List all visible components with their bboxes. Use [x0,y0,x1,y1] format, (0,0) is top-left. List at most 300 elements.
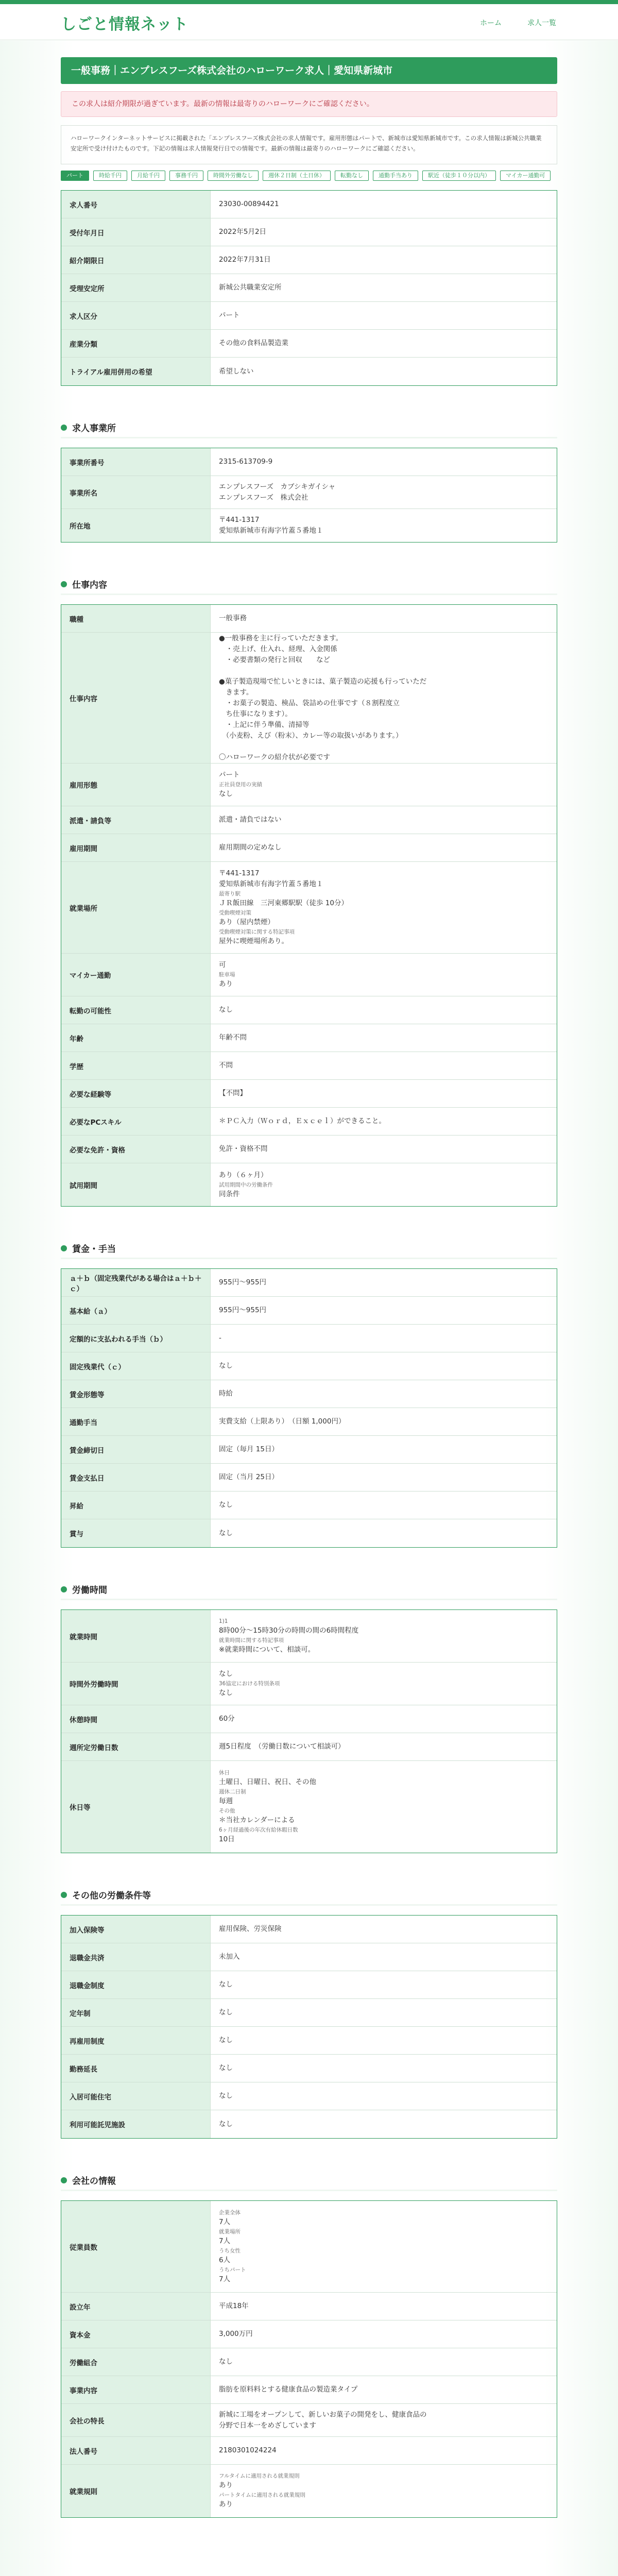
value-line: 23030-00894421 [219,200,279,208]
row-label: 所在地 [61,509,211,542]
value-line: 試用期間中の労働条件 [219,1181,273,1188]
table-row [61,2320,557,2348]
table-row [61,1971,557,1999]
value-line: 7人 [219,2275,231,2283]
value-line: あり [219,2500,233,2509]
row-label: 退職金制度 [61,1971,211,1998]
table-row [61,2376,557,2404]
value-line: 8時00分〜15時30分の時間の間の6時間程度 [219,1626,359,1635]
row-label: 求人区分 [61,302,211,329]
value-line: ・必要書類の発行と回収 など [219,655,330,664]
table-row [61,1943,557,1971]
row-value [211,2404,557,2436]
row-label: 求人番号 [61,191,211,218]
value-line: ・お菓子の製造、検品、袋詰めの仕事です（８割程度立 [219,699,400,707]
value-line: 就業場所 [219,2228,241,2235]
feature-tag[interactable]: パート [61,171,89,181]
row-value [211,1325,557,1352]
row-value [211,1916,557,1943]
value-line: 脂肪を原料料とする健康食品の製造業タイプ [219,2385,358,2394]
value-line: 3,000万円 [219,2330,253,2338]
row-value [211,1436,557,1463]
value-line: 固定（毎月 15日） [219,1445,279,1453]
row-label: 必要なPCスキル [61,1108,211,1135]
value-line: 希望しない [219,367,254,376]
value-line: ＪＲ飯田線 三河東郷駅駅（徒歩 10分） [219,899,348,907]
value-line: 未加入 [219,1953,240,1961]
row-value [211,476,557,509]
row-value [211,1761,557,1853]
value-line: 7人 [219,2217,231,2226]
feature-tag[interactable]: 駅近（徒歩１０分以内） [422,171,496,181]
section-heading [61,1885,557,1906]
value-line: 2022年7月31日 [219,256,271,264]
table-row [61,1464,557,1492]
row-value [211,2110,557,2138]
table-row [61,1108,557,1136]
row-label: 賞与 [61,1519,211,1547]
table-row [61,1269,557,1297]
value-line: 2022年5月2日 [219,228,267,236]
table-row [61,605,557,633]
value-line: なし [219,2036,233,2044]
row-value [211,1269,557,1296]
table-row [61,330,557,358]
value-line: 愛知県新城市有海字竹蓋５番地１ [219,527,323,535]
row-label: マイカー通勤 [61,954,211,996]
section-heading [61,418,557,438]
row-value [211,1163,557,1206]
row-label: 賃金支払日 [61,1464,211,1491]
table-row [61,1297,557,1325]
value-line: 60分 [219,1715,235,1723]
row-value [211,1733,557,1760]
table-row [61,246,557,274]
row-value [211,1610,557,1662]
row-value [211,996,557,1024]
row-label: 就業場所 [61,862,211,953]
row-value [211,806,557,834]
row-label: トライアル雇用併用の希望 [61,358,211,385]
row-label: 職種 [61,605,211,632]
row-label: 賃金締切日 [61,1436,211,1463]
value-line: ●一般事務を主に行っていただきます。 [219,634,343,642]
table-row [61,191,557,218]
value-line: なし [219,2120,233,2128]
row-label: 試用期間 [61,1163,211,1206]
row-value [211,302,557,329]
value-line: 雇用期間の定めなし [219,843,282,852]
value-line: 36協定における特別条項 [219,1681,280,1687]
table-row [61,1352,557,1380]
row-value [211,2293,557,2320]
row-label: 資本金 [61,2320,211,2348]
table-row [61,1492,557,1519]
top-accent-bar [0,0,618,4]
table-row [61,996,557,1024]
value-line: 時給 [219,1389,233,1398]
row-label: 定年制 [61,1999,211,2026]
value-line: 就業時間に関する特記事項 [219,1637,284,1643]
row-label: 設立年 [61,2293,211,2320]
feature-tag[interactable]: 通勤手当あり [373,171,418,181]
value-line: 派遣・請負ではない [219,816,282,824]
value-line: 受動喫煙対策に関する特記事項 [219,929,295,935]
row-label: 時間外労働時間 [61,1663,211,1705]
value-line: 分野で日本一をめざしています [219,2421,316,2430]
table-row [61,1380,557,1408]
table-row [61,2465,557,2517]
table-row [61,1999,557,2027]
feature-tag[interactable]: 月給千円 [131,171,165,181]
bullet-icon [61,425,67,431]
value-line: 〇ハローワークの紹介状が必要です [219,753,330,761]
value-line: あり（屋内禁煙） [219,918,274,926]
table-row [61,302,557,330]
nav-link-jobs[interactable]: 求人一覧 [527,19,556,27]
value-line: 〒441-1317 [219,869,260,877]
table-row [61,1163,557,1206]
row-value [211,1464,557,1491]
row-label: 就業時間 [61,1610,211,1662]
row-label: 仕事内容 [61,633,211,763]
row-label: 雇用形態 [61,764,211,806]
value-line: 2180301024224 [219,2446,277,2454]
table-row [61,2201,557,2293]
value-line: 最寄り駅 [219,891,241,897]
row-label: 紹介期限日 [61,246,211,274]
row-value [211,1943,557,1971]
row-value [211,2376,557,2403]
table-row [61,633,557,764]
value-line: 休日 [219,1770,230,1776]
row-value [211,1999,557,2026]
value-line: 受動喫煙対策 [219,910,251,916]
table-row [61,1408,557,1436]
row-value [211,1408,557,1435]
row-value [211,2348,557,2376]
site-logo[interactable]: しごと情報ネット [61,15,188,33]
table-row [61,448,557,476]
row-value [211,862,557,953]
feature-tag[interactable]: 転勤なし [335,171,369,181]
value-line: 2315-613709-9 [219,457,273,466]
feature-tag[interactable]: 時間外労働なし [208,171,259,181]
value-line: その他の食料品製造業 [219,339,288,347]
row-value [211,191,557,218]
page-title: 一般事務｜エンプレスフーズ株式会社のハローワーク求人｜愛知県新城市 [61,57,557,84]
info-table [61,1609,557,1853]
row-value [211,2027,557,2054]
bullet-icon [61,1892,67,1898]
row-value [211,1052,557,1079]
table-row [61,218,557,246]
value-line: 愛知県新城市有海字竹蓋５番地１ [219,880,323,888]
value-line: フルタイムに適用される就業規則 [219,2473,300,2479]
table-row [61,2404,557,2437]
value-line: 6ヶ月経過後の年次有給休暇日数 [219,1827,298,1833]
value-line: あり [219,2481,233,2489]
row-label: 就業規則 [61,2465,211,2517]
value-line: なし [219,1006,233,1014]
section-heading [61,2171,557,2191]
intro-text: ハローワークインターネットサービスに掲載された「エンプレスフーズ株式会社の求人情報です。雇用形態はパートで、新城市は愛知県新城市です。この求人情報は新城公共職業安定所で受け付けたものです。下記の情報は求人情報発行日での情報です。最新の情報は最寄りのハローワークにご確認ください。 [61,125,557,164]
row-label: 労働組合 [61,2348,211,2376]
row-value [211,1352,557,1380]
table-row [61,806,557,834]
table-row [61,764,557,806]
value-line: 固定（当月 25日） [219,1473,279,1481]
row-value [211,954,557,996]
content-column [61,57,557,2518]
feature-tag[interactable]: 週休２日制（土日休） [263,171,331,181]
table-row [61,862,557,954]
table-row [61,1663,557,1705]
value-line: ・上記に伴う準備、清掃等 [219,720,310,729]
row-label: 賃金形態等 [61,1380,211,1408]
site-header [0,4,618,40]
table-row [61,358,557,385]
value-line: なし [219,1689,233,1697]
value-line: あり [219,980,233,988]
section-title: 会社の情報 [72,2176,116,2187]
value-line: ※就業時間について、相談可。 [219,1645,315,1654]
row-label: 退職金共済 [61,1943,211,1971]
row-label: 入居可能住宅 [61,2082,211,2110]
table-row [61,2293,557,2320]
row-value [211,246,557,274]
table-row [61,1705,557,1733]
row-label: 産業分類 [61,330,211,357]
value-line: なし [219,2092,233,2100]
table-row [61,2348,557,2376]
value-line: なし [219,1501,233,1509]
feature-tag[interactable]: 時給千円 [93,171,127,181]
value-line: うちパート [219,2266,246,2273]
main-nav [480,18,556,28]
value-line: 955円〜955円 [219,1306,267,1314]
row-value [211,2055,557,2082]
section-heading [61,1580,557,1600]
value-line [219,741,548,752]
value-line: 新城に工場をオープンして、新しいお菓子の開発をし、健康食品の [219,2410,427,2419]
value-line: 年齢不問 [219,1033,247,1042]
value-line: 一般事務 [219,614,247,622]
row-label: 基本給（ａ） [61,1297,211,1324]
row-value [211,1663,557,1705]
table-row [61,1519,557,1547]
value-line: 不問 [219,1061,233,1070]
row-label: ａ＋ｂ（固定残業代がある場合はａ＋ｂ＋ｃ） [61,1269,211,1296]
table-row [61,954,557,996]
value-line: 7人 [219,2236,231,2245]
bullet-icon [61,1245,67,1251]
table-row [61,834,557,862]
bullet-icon [61,581,67,587]
value-line: なし [219,1670,233,1678]
value-line [219,666,548,676]
row-label: 事業所名 [61,476,211,509]
info-table [61,448,557,543]
row-label: 休日等 [61,1761,211,1853]
feature-tags [61,171,557,181]
table-row [61,1136,557,1163]
table-row [61,1024,557,1052]
row-label: 必要な経験等 [61,1080,211,1107]
value-line: ＊ＰＣ入力（Ｗｏｒｄ，Ｅｘｃｅｌ）ができること。 [219,1117,386,1125]
row-label: 利用可能託児施設 [61,2110,211,2138]
table-row [61,1761,557,1853]
nav-link-home[interactable]: ホーム [480,19,502,27]
section-title: 仕事内容 [72,580,107,590]
value-line: （小麦粉、えび（粉末）、カレー等の取扱いがあります。） [219,731,403,740]
value-line: 屋外に喫煙場所あり。 [219,937,288,945]
row-value [211,1492,557,1519]
value-line: 新城公共職業安定所 [219,283,282,292]
row-value [211,834,557,861]
row-value [211,1136,557,1163]
value-line: なし [219,1529,233,1537]
row-value [211,330,557,357]
value-line: 駐車場 [219,972,235,978]
value-line: なし [219,1362,233,1370]
row-label: 法人番号 [61,2437,211,2464]
section-title: 賃金・手当 [72,1244,116,1255]
table-row [61,2055,557,2082]
value-line: なし [219,1980,233,1989]
row-label: 従業員数 [61,2201,211,2292]
row-value [211,448,557,476]
row-value [211,274,557,301]
row-label: 必要な免許・資格 [61,1136,211,1163]
value-line: - [219,1334,221,1342]
row-value [211,1108,557,1135]
row-label: 学歴 [61,1052,211,1079]
feature-tag[interactable]: 事務千円 [169,171,203,181]
table-row [61,1325,557,1352]
row-label: 再雇用制度 [61,2027,211,2054]
feature-tag[interactable]: マイカー通勤可 [500,171,551,181]
value-line: 10日 [219,1835,235,1843]
value-line: なし [219,790,233,798]
value-line: 1)1 [219,1618,228,1624]
row-label: 受付年月日 [61,218,211,246]
row-value [211,358,557,385]
value-line: 免許・資格不問 [219,1145,268,1153]
value-line: エンプレスフーズ カブシキガイシャ [219,482,336,491]
row-value [211,509,557,542]
value-line: ち仕事になります）。 [219,709,292,718]
info-table [61,1268,557,1548]
value-line: ・売上げ、仕入れ、経理、入金関係 [219,645,337,653]
value-line: なし [219,2358,233,2366]
table-row [61,1052,557,1080]
value-line: 土曜日、日曜日、祝日、その他 [219,1778,316,1786]
row-label: 定額的に支払われる手当（ｂ） [61,1325,211,1352]
row-value [211,1971,557,1998]
table-row [61,476,557,509]
row-label: 固定残業代（ｃ） [61,1352,211,1380]
page-body [0,41,618,2576]
section-title: 求人事業所 [72,423,116,434]
section-title: その他の労働条件等 [72,1891,151,1901]
value-line: パート [219,771,240,779]
value-line: 平成18年 [219,2302,249,2310]
value-line: その他 [219,1808,235,1814]
table-row [61,509,557,542]
expired-alert: この求人は紹介期限が過ぎています。最新の情報は最寄りのハローワークにご確認ください。 [61,91,557,117]
value-line: 955円〜955円 [219,1278,267,1286]
table-row [61,2437,557,2465]
value-line: パートタイムに適用される就業規則 [219,2492,305,2498]
table-row [61,2082,557,2110]
row-label: 通勤手当 [61,1408,211,1435]
value-line: パート [219,311,240,319]
row-value [211,605,557,632]
table-row [61,274,557,302]
row-label: 休憩時間 [61,1705,211,1733]
bullet-icon [61,2177,67,2183]
row-label: 雇用期間 [61,834,211,861]
row-value [211,2320,557,2348]
row-label: 年齢 [61,1024,211,1052]
row-label: 受理安定所 [61,274,211,301]
info-table [61,2200,557,2518]
section-heading [61,574,557,595]
value-line: ●菓子製造現場で忙しいときには、菓子製造の応援も行っていただ [219,677,427,686]
row-label: 昇給 [61,1492,211,1519]
value-line: 毎週 [219,1797,233,1805]
row-label: 会社の特長 [61,2404,211,2436]
table-row [61,2027,557,2055]
table-row [61,1610,557,1663]
table-row [61,1436,557,1464]
row-label: 派遣・請負等 [61,806,211,834]
row-value [211,1380,557,1408]
row-value [211,1519,557,1547]
table-row [61,1733,557,1761]
value-line: 週5日程度 （労働日数について相談可） [219,1742,345,1751]
value-line: 同条件 [219,1190,240,1198]
row-label: 勤務延長 [61,2055,211,2082]
row-value [211,1080,557,1107]
row-value [211,1705,557,1733]
info-table [61,604,557,1207]
info-table [61,1915,557,2139]
row-value [211,764,557,806]
bullet-icon [61,1586,67,1592]
table-row [61,2110,557,2138]
row-value [211,218,557,246]
value-line: 正社員登用の実績 [219,782,262,788]
row-value [211,1024,557,1052]
row-value [211,2437,557,2464]
value-line: なし [219,2008,233,2016]
row-value [211,2082,557,2110]
row-label: 転勤の可能性 [61,996,211,1024]
value-line: 【不問】 [219,1089,247,1097]
row-label: 週所定労働日数 [61,1733,211,1760]
value-line: 実費支給（上限あり） （日額 1,000円） [219,1417,346,1426]
table-row [61,1916,557,1943]
value-line: きます。 [219,688,253,697]
row-value [211,1297,557,1324]
value-line: 雇用保険、労災保険 [219,1925,282,1933]
row-label: 事業所番号 [61,448,211,476]
row-value [211,2201,557,2292]
value-line: なし [219,2064,233,2072]
value-line: 6人 [219,2256,231,2264]
